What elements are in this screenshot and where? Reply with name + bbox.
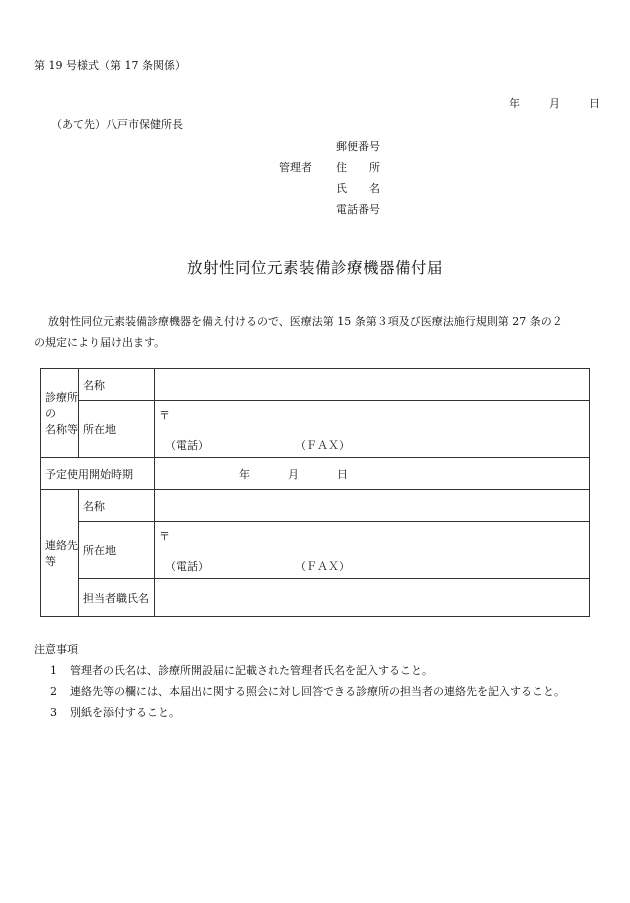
contact-section-label: 連絡先等 [41, 490, 79, 617]
date-month-label: 月 [549, 97, 560, 110]
clinic-location-label: 所在地 [79, 401, 155, 458]
start-day-label: 日 [337, 467, 348, 481]
clinic-name-label: 名称 [79, 369, 155, 401]
notes-heading: 注意事項 [34, 643, 78, 656]
submission-date [509, 95, 600, 111]
note-item: 3 別紙を添付すること。 [50, 706, 180, 719]
postal-mark: 〒 [159, 530, 170, 543]
start-period-label: 予定使用開始時期 [41, 458, 155, 490]
contact-location-field[interactable] [155, 522, 590, 579]
start-year-label: 年 [239, 467, 250, 481]
manager-label: 管理者 [279, 161, 312, 174]
phone-label: 電話番号 [336, 203, 380, 216]
postal-code-label: 郵便番号 [336, 140, 380, 153]
person-in-charge-label: 担当者職氏名 [79, 579, 155, 617]
body-text-line-2: の規定により届け出ます。 [34, 336, 166, 349]
contact-name-field[interactable] [155, 490, 590, 522]
fax-label: （ＦＡＸ） [295, 439, 350, 452]
start-month-label: 月 [288, 467, 299, 481]
start-period-field[interactable] [155, 458, 590, 490]
contact-location-label: 所在地 [79, 522, 155, 579]
tel-label: （電話） [165, 439, 209, 452]
clinic-name-field[interactable] [155, 369, 590, 401]
person-in-charge-field[interactable] [155, 579, 590, 617]
clinic-location-field[interactable] [155, 401, 590, 458]
date-year-label: 年 [509, 97, 520, 110]
note-item: 1 管理者の氏名は、診療所開設届に記載された管理者氏名を記入すること。 [50, 664, 433, 677]
address-label: 住 所 [336, 161, 380, 174]
date-day-label: 日 [589, 97, 600, 110]
clinic-section-label: 診療所の 名称等 [41, 369, 79, 458]
body-text-line-1: 放射性同位元素装備診療機器を備え付けるので、医療法第 15 条第３項及び医療法施行規則第 27 条の２ [48, 315, 563, 328]
note-item: 2 連絡先等の欄には、本届出に関する照会に対し回答できる診療所の担当者の連絡先を記入すること。 [50, 685, 565, 698]
postal-mark: 〒 [159, 409, 170, 422]
tel-label: （電話） [165, 560, 209, 573]
name-label: 氏 名 [336, 182, 380, 195]
contact-name-label: 名称 [79, 490, 155, 522]
fax-label: （ＦＡＸ） [295, 560, 350, 573]
form-number: 第 19 号様式（第 17 条関係） [34, 59, 186, 72]
addressee: （あて先）八戸市保健所長 [51, 118, 183, 131]
notification-form-table [40, 368, 590, 617]
page-title: 放射性同位元素装備診療機器備付届 [186, 259, 443, 277]
